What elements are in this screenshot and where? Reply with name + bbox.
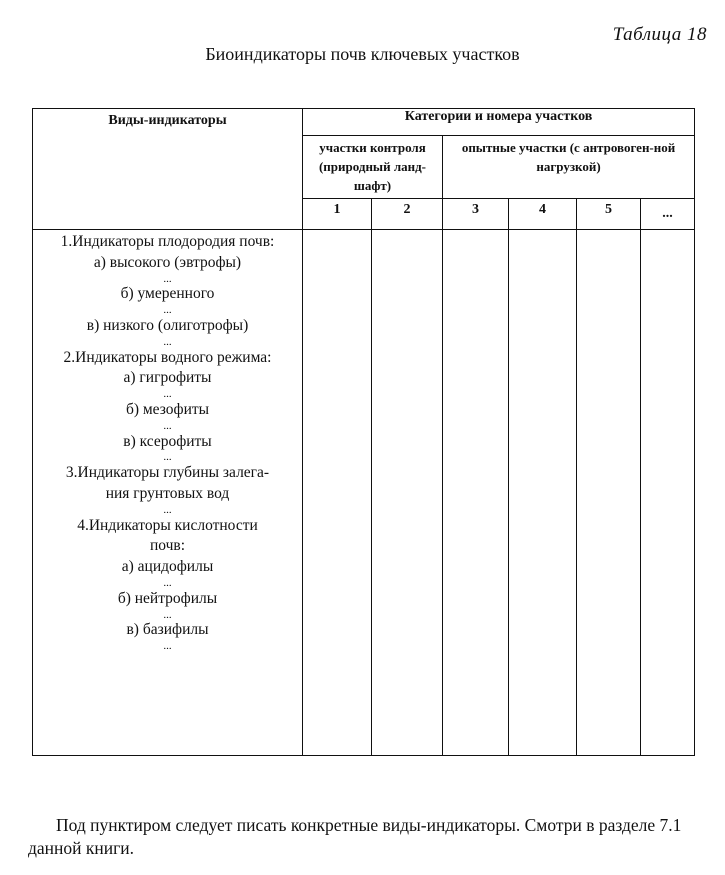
site-number-4: 4 (509, 199, 577, 230)
indicator-line: ния грунтовых вод (105, 484, 230, 502)
indicator-list-cell (33, 230, 303, 756)
site-number-1: 1 (303, 199, 372, 230)
indicator-line: в) ксерофиты (123, 432, 212, 450)
site-number-3: 3 (443, 199, 509, 230)
table-number-label: Таблица 18 (612, 24, 707, 45)
site-more-cell (641, 230, 695, 756)
indicator-placeholder: ... (163, 608, 172, 621)
site-number-5: 5 (577, 199, 641, 230)
indicator-line: 3.Индикаторы глубины залега- (65, 464, 270, 482)
site-number-more: ... (641, 199, 695, 230)
indicator-line: 1.Индикаторы плодородия почв: (60, 233, 275, 250)
indicator-line: б) мезофиты (125, 400, 210, 418)
indicator-line: а) высокого (эвтрофы) (93, 253, 242, 271)
site-4-cell (509, 230, 577, 756)
indicator-line: 4.Индикаторы кислотности (77, 516, 258, 534)
indicator-placeholder: ... (163, 335, 172, 348)
indicator-placeholder: ... (163, 272, 172, 285)
header-species-indicators: Виды-индикаторы (33, 109, 303, 230)
indicator-placeholder: ... (163, 388, 172, 401)
site-1-cell (303, 230, 372, 756)
indicator-placeholder: ... (163, 640, 172, 653)
site-3-cell (443, 230, 509, 756)
header-experimental-sites: опытные участки (с антровоген-ной нагрузкой) (443, 136, 695, 199)
indicator-placeholder: ... (163, 304, 172, 317)
table-title: Биоиндикаторы почв ключевых участков (205, 44, 520, 64)
indicator-placeholder: ... (163, 419, 172, 432)
indicator-line: в) базифилы (126, 621, 209, 639)
indicator-line: б) умеренного (120, 285, 215, 303)
indicator-placeholder: ... (163, 451, 172, 464)
indicator-placeholder: ... (163, 576, 172, 589)
indicator-line: 2.Индикаторы водного режима: (63, 348, 272, 366)
header-categories: Категории и номера участков (303, 109, 695, 136)
site-number-2: 2 (372, 199, 443, 230)
bioindicator-table (32, 108, 695, 756)
indicator-line: в) низкого (олиготрофы) (86, 316, 249, 334)
header-control-sites: участки контроля (природный ланд-шафт) (303, 136, 443, 199)
footnote-text: Под пунктиром следует писать конкретные виды-индикаторы. Смотри в разделе 7.1 данной книги. (28, 815, 682, 858)
indicator-line: б) нейтрофилы (117, 589, 218, 607)
site-2-cell (372, 230, 443, 756)
indicator-line: а) гигрофиты (123, 369, 212, 387)
indicator-line: почв: (149, 537, 186, 555)
indicator-placeholder: ... (163, 503, 172, 516)
site-5-cell (577, 230, 641, 756)
indicator-line: а) ацидофилы (121, 558, 214, 576)
